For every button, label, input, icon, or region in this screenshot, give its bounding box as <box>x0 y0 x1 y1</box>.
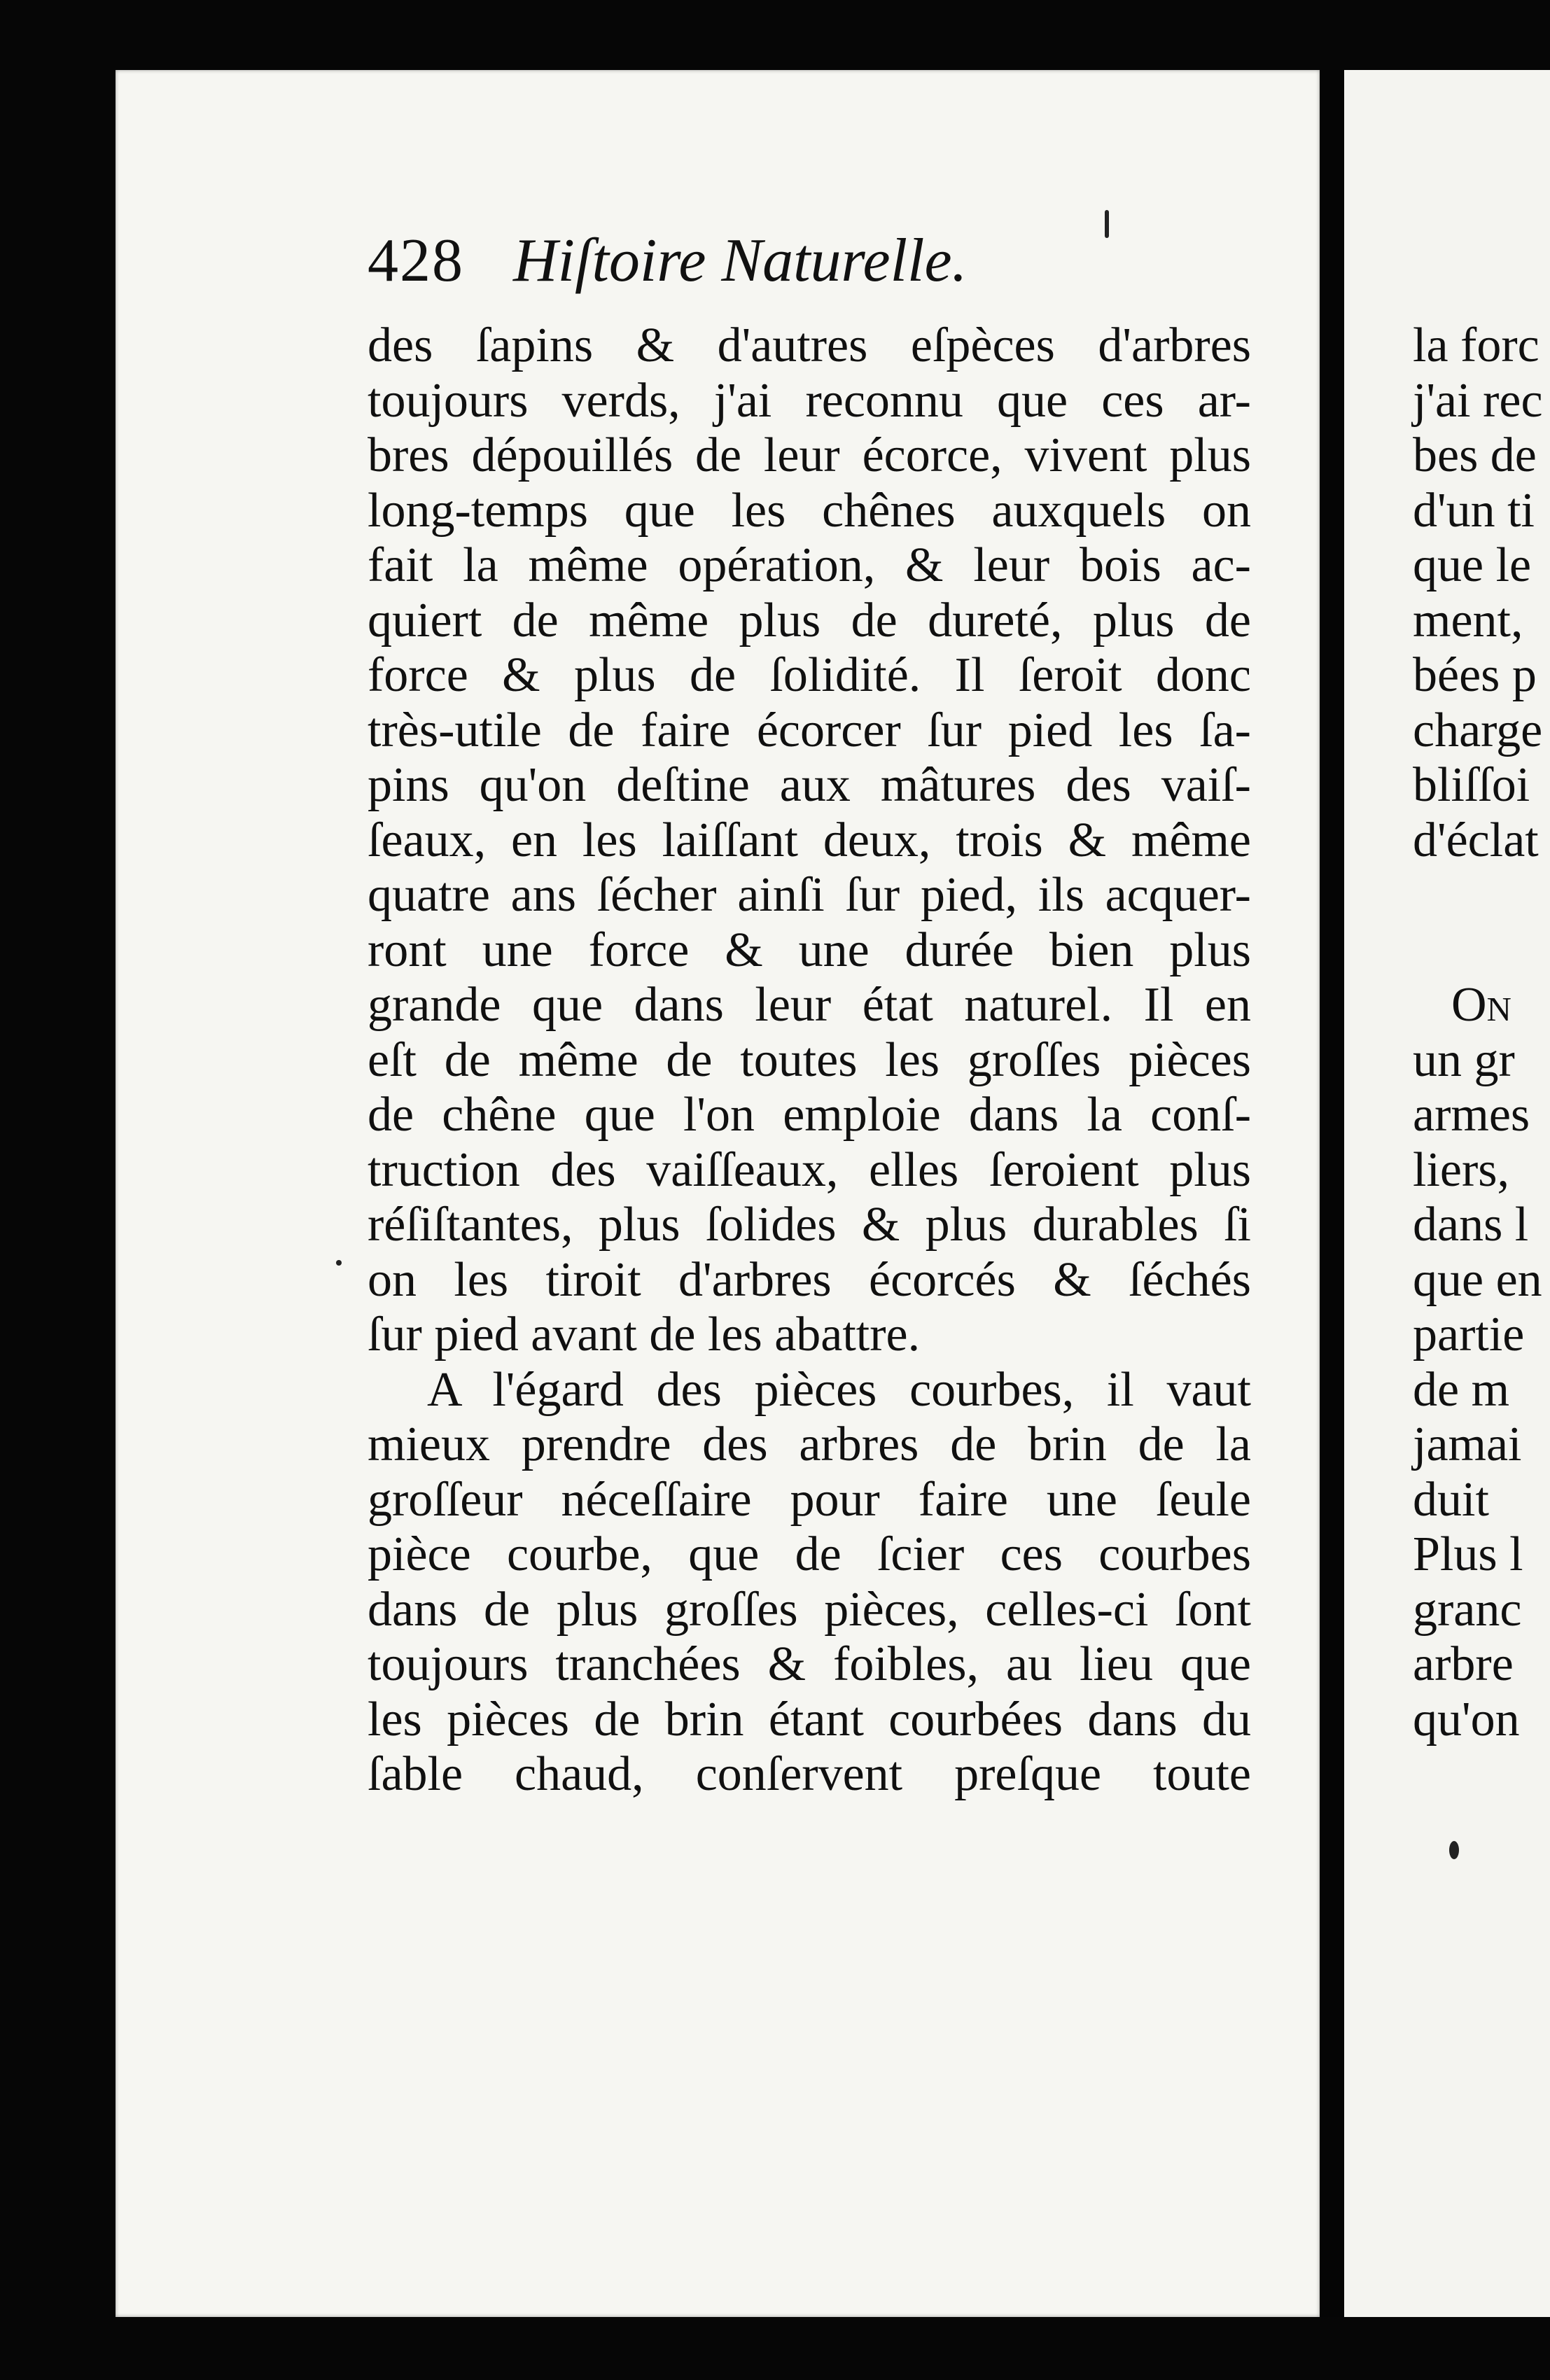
ink-speck <box>1105 210 1109 238</box>
text-line: liers, <box>1413 1142 1510 1197</box>
text-line: duit <box>1413 1472 1489 1527</box>
text-line: toujours tranchées & foibles, au lieu que <box>368 1637 1251 1691</box>
text-line: bées p <box>1413 648 1537 702</box>
text-line: granc <box>1413 1582 1522 1637</box>
text-line: fait la même opération, & leur bois ac- <box>368 538 1251 592</box>
text-line: truction des vaiſſeaux, elles ſeroient plus <box>368 1142 1251 1197</box>
text-line: de m <box>1413 1362 1510 1417</box>
text-line: réſiſtantes, plus ſolides & plus durables ſi <box>368 1198 1251 1252</box>
section-gap <box>1413 923 1550 979</box>
text-line: Plus l <box>1413 1527 1523 1581</box>
text-line: on les tiroit d'arbres écorcés & ſéchés <box>368 1252 1251 1307</box>
text-line: bliſſoi <box>1413 758 1530 812</box>
text-line: de chêne que l'on emploie dans la conſ- <box>368 1088 1251 1142</box>
text-line: partie <box>1413 1308 1525 1362</box>
text-line: quiert de même plus de dureté, plus de <box>368 593 1251 648</box>
text-line: long-temps que les chênes auxquels on <box>368 483 1251 538</box>
ink-speck <box>336 1260 342 1266</box>
text-line: ſeaux, en les laiſſant deux, trois & même <box>368 813 1251 867</box>
text-line: ſable chaud, conſervent preſque toute <box>368 1747 1251 1801</box>
text-line: groſſeur néceſſaire pour faire une ſeule <box>368 1472 1251 1527</box>
text-line: eſt de même de toutes les groſſes pièces <box>368 1032 1251 1087</box>
page-header <box>368 225 968 302</box>
ink-speck <box>1449 1841 1459 1859</box>
text-line: ront une force & une durée bien plus <box>368 923 1251 977</box>
text-line: bes de <box>1413 428 1537 482</box>
text-line: charge <box>1413 703 1543 757</box>
right-page-fragment <box>1413 318 1550 1747</box>
book-gutter <box>1320 70 1344 2317</box>
left-page-body <box>368 318 1251 1802</box>
text-line: que le <box>1413 538 1532 592</box>
text-line: que en <box>1413 1252 1542 1307</box>
text-line: arbre <box>1413 1637 1514 1691</box>
paragraph-end-line: ſur pied avant de les abattre. <box>368 1308 921 1362</box>
text-line: grande que dans leur état naturel. Il en <box>368 978 1251 1032</box>
page-number: 428 <box>368 227 464 295</box>
text-line: très-utile de faire écorcer ſur pied les ſa- <box>368 703 1251 757</box>
text-line: pièce courbe, que de ſcier ces courbes <box>368 1527 1251 1581</box>
text-line: les pièces de brin étant courbées dans du <box>368 1692 1251 1746</box>
text-line: dans l <box>1413 1198 1529 1252</box>
text-line: toujours verds, j'ai reconnu que ces ar- <box>368 373 1251 428</box>
running-title: Hiſtoire Naturelle. <box>513 227 968 295</box>
text-line: j'ai rec <box>1413 373 1543 428</box>
text-line: jamai <box>1413 1418 1522 1471</box>
text-line: ment, <box>1413 593 1523 648</box>
text-line: bres dépouillés de leur écorce, vivent plus <box>368 428 1251 482</box>
text-line: dans de plus groſſes pièces, celles-ci ſont <box>368 1582 1251 1637</box>
text-line: des ſapins & d'autres eſpèces d'arbres <box>368 318 1251 372</box>
text-line: armes <box>1413 1088 1530 1142</box>
text-line: pins qu'on deſtine aux mâtures des vaiſ- <box>368 758 1251 812</box>
text-line: mieux prendre des arbres de brin de la <box>368 1418 1251 1471</box>
text-line: quatre ans ſécher ainſi ſur pied, ils acquer- <box>368 868 1251 922</box>
section-gap <box>1413 868 1550 923</box>
text-line: d'éclat <box>1413 813 1539 867</box>
text-line: qu'on <box>1413 1692 1520 1746</box>
text-line: d'un ti <box>1413 483 1535 538</box>
section-start-line: On <box>1451 978 1511 1032</box>
text-line: un gr <box>1413 1032 1515 1087</box>
text-line: force & plus de ſolidité. Il ſeroit donc <box>368 648 1251 702</box>
paragraph-start-line: A l'égard des pièces courbes, il vaut <box>427 1362 1251 1417</box>
text-line: la forc <box>1413 318 1539 372</box>
